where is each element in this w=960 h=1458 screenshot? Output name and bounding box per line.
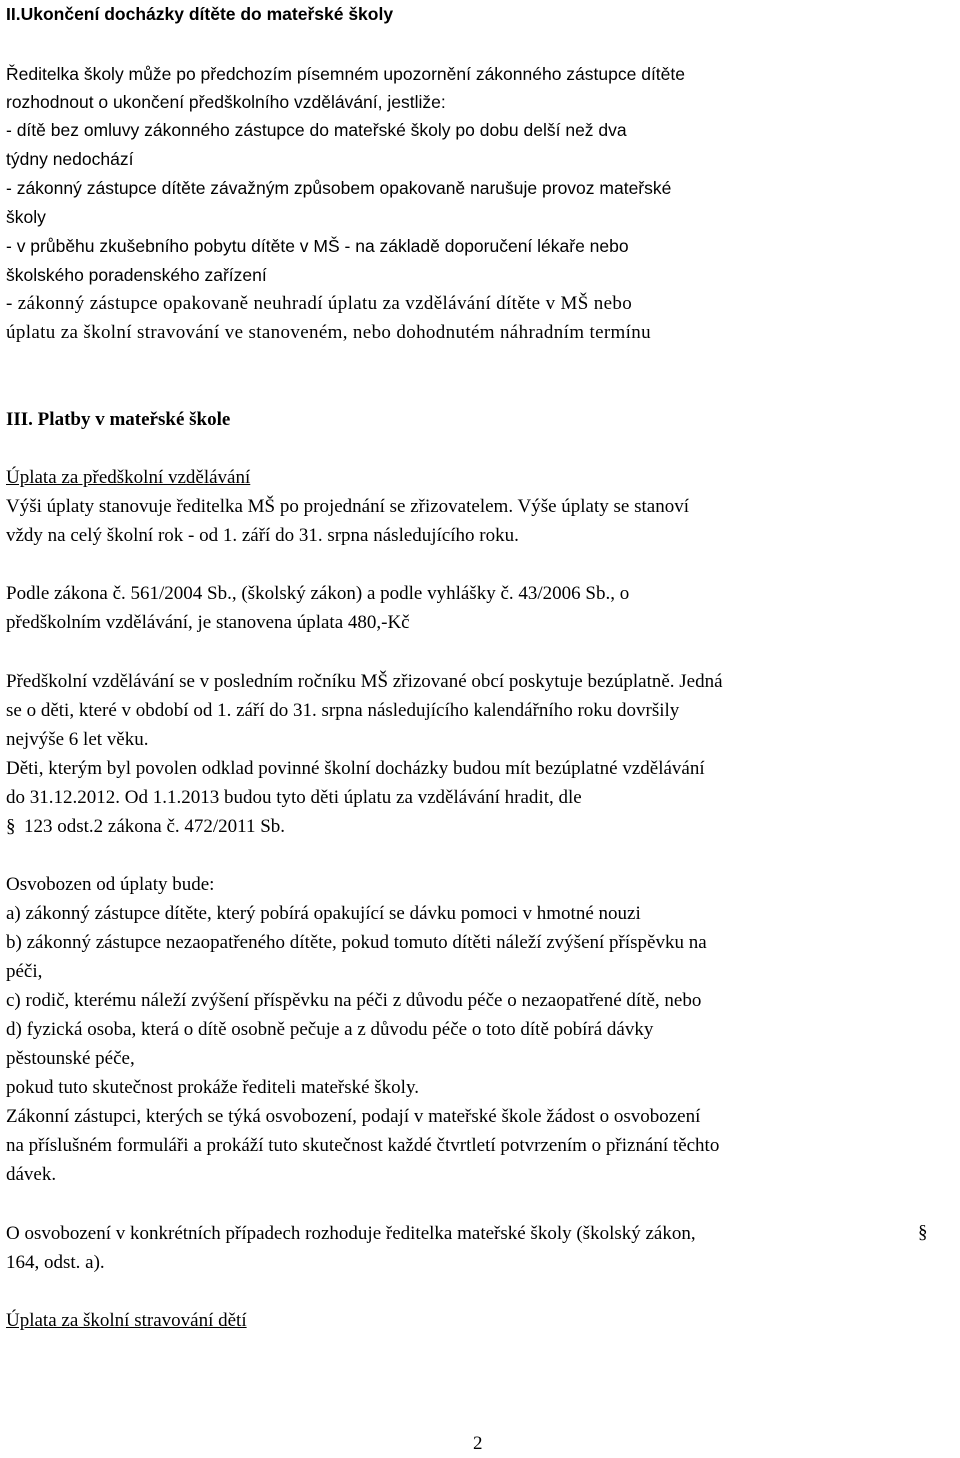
- text-line: - zákonný zástupce dítěte závažným způsobem opakovaně narušuje provoz mateřské: [6, 178, 672, 198]
- text-line: pěstounské péče,: [6, 1048, 135, 1069]
- text-line: b) zákonný zástupce nezaopatřeného dítěte, pokud tomuto dítěti náleží zvýšení příspěvku na: [6, 932, 707, 953]
- text-line: d) fyzická osoba, která o dítě osobně pečuje a z důvodu péče o toto dítě pobírá dávky: [6, 1019, 654, 1040]
- text-line: školského poradenského zařízení: [6, 265, 267, 285]
- text-line: Předškolní vzdělávání se v posledním ročníku MŠ zřizované obcí poskytuje bezúplatně. Jedná: [6, 671, 723, 692]
- subsection-title: Úplata za předškolní vzdělávání: [6, 467, 251, 488]
- paragraph-symbol: §: [918, 1222, 928, 1243]
- text-line: Ředitelka školy může po předchozím písemném upozornění zákonného zástupce dítěte: [6, 64, 685, 84]
- text-line: dávek.: [6, 1164, 57, 1185]
- text-line: předškolním vzdělávání, je stanovena úplata 480,-Kč: [6, 612, 410, 633]
- text-line: se o děti, které v období od 1. září do 31. srpna následujícího kalendářního roku dovršily: [6, 700, 680, 721]
- page-number: 2: [473, 1433, 483, 1454]
- text-line: Výši úplaty stanovuje ředitelka MŠ po projednání se zřizovatelem. Výše úplaty se stanoví: [6, 496, 689, 517]
- text-line: - v průběhu zkušebního pobytu dítěte v MŠ - na základě doporučení lékaře nebo: [6, 236, 629, 256]
- subsection-title: Úplata za školní stravování dětí: [6, 1310, 247, 1331]
- text-line: úplatu za školní stravování ve stanoveném, nebo dohodnutém náhradním termínu: [6, 322, 652, 343]
- text-line: c) rodič, kterému náleží zvýšení příspěvku na péči z důvodu péče o nezaopatřené dítě, nebo: [6, 990, 702, 1011]
- text-line: péči,: [6, 961, 43, 982]
- text-line: - dítě bez omluvy zákonného zástupce do mateřské školy po dobu delší než dva: [6, 120, 627, 140]
- text-line: do 31.12.2012. Od 1.1.2013 budou tyto děti úplatu za vzdělávání hradit, dle: [6, 787, 582, 808]
- text-line: rozhodnout o ukončení předškolního vzdělávání, jestliže:: [6, 92, 446, 112]
- text-line: - zákonný zástupce opakovaně neuhradí úplatu za vzdělávání dítěte v MŠ nebo: [6, 293, 633, 314]
- section-title-3: III. Platby v mateřské škole: [6, 409, 231, 430]
- text-line: na příslušném formuláři a prokáží tuto skutečnost každé čtvrtletí potvrzením o přiznání těchto: [6, 1135, 720, 1156]
- text-line: 123 odst.2 zákona č. 472/2011 Sb.: [24, 816, 286, 837]
- text-line: 164, odst. a).: [6, 1252, 105, 1273]
- text-line: školy: [6, 207, 46, 227]
- text-line: O osvobození v konkrétních případech rozhoduje ředitelka mateřské školy (školský zákon,: [6, 1223, 696, 1244]
- text-line: Podle zákona č. 561/2004 Sb., (školský zákon) a podle vyhlášky č. 43/2006 Sb., o: [6, 583, 630, 604]
- text-line: pokud tuto skutečnost prokáže řediteli mateřské školy.: [6, 1077, 419, 1098]
- section-title-2: II.Ukončení docházky dítěte do mateřské školy: [6, 4, 394, 24]
- text-line: nejvýše 6 let věku.: [6, 729, 149, 750]
- text-line: týdny nedochází: [6, 149, 134, 169]
- paragraph-symbol: §: [6, 816, 16, 837]
- text-line: a) zákonný zástupce dítěte, který pobírá opakující se dávku pomoci v hmotné nouzi: [6, 903, 641, 924]
- text-line: Zákonní zástupci, kterých se týká osvobození, podají v mateřské škole žádost o osvobození: [6, 1106, 701, 1127]
- text-line: vždy na celý školní rok - od 1. září do 31. srpna následujícího roku.: [6, 525, 519, 546]
- text-line: Děti, kterým byl povolen odklad povinné školní docházky budou mít bezúplatné vzdělávání: [6, 758, 705, 779]
- text-line: Osvobozen od úplaty bude:: [6, 874, 215, 895]
